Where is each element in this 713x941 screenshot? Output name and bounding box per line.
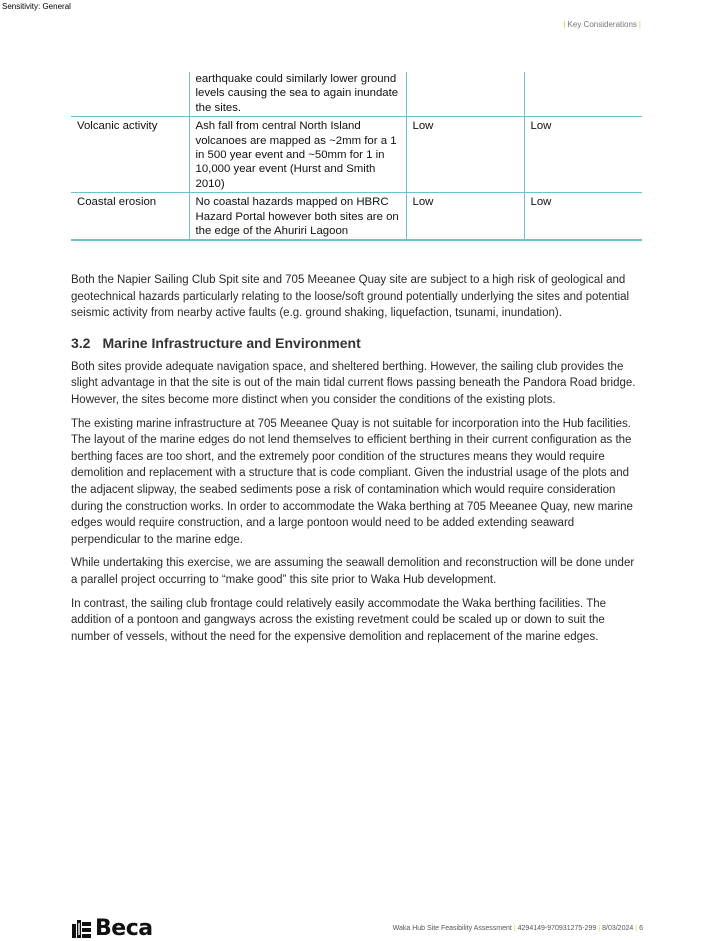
footer-page-number: 6 bbox=[639, 925, 643, 932]
footer-divider: | bbox=[635, 925, 638, 932]
header-section-title: Key Considerations bbox=[567, 20, 637, 29]
footer-divider: | bbox=[598, 925, 601, 932]
section-title: Marine Infrastructure and Environment bbox=[102, 334, 361, 351]
description-cell: No coastal hazards mapped on HBRC Hazard Portal however both sites are on the edge of the Ahuriri Lagoon bbox=[189, 193, 406, 241]
rating-cell: Low bbox=[524, 117, 642, 193]
header-divider-left: | bbox=[563, 20, 566, 29]
description-cell: Ash fall from central North Island volcanoes are mapped as ~2mm for a 1 in 500 year event and ~50mm for 1 in 10,000 year event (Hurst and Smith 2010) bbox=[189, 117, 406, 193]
footer-date: 8/03/2024 bbox=[602, 925, 634, 932]
hazard-cell: Volcanic activity bbox=[71, 117, 189, 193]
paragraph: The existing marine infrastructure at 705 Meeanee Quay is not suitable for incorporation into the Hub facilities. The layout of the marine edges do not lend themselves to efficient berthing in their current configuration as the berthing faces are too short, and the extremely poor condition of the structures means they would require demolition and replacement with a structure that is code compliant. Given the industrial usage of the plots and the adjacent slipway, the seabed sediments pose a risk of contamination which would require consideration during the construction works. In order to accommodate the Waka berthing at 705 Meeanee Quay, new marine edges would require construction, and a large pontoon would need to be added extending seaward perpendicular to the marine edge. bbox=[71, 417, 633, 546]
section-heading bbox=[71, 334, 641, 352]
beca-logo-mark-icon bbox=[72, 920, 92, 938]
hazard-cell bbox=[71, 72, 189, 117]
body-content bbox=[71, 272, 641, 652]
paragraph: While undertaking this exercise, we are assuming the seawall demolition and reconstruction will be done under a parallel project occurring to “make good” this site prior to Waka Hub development. bbox=[71, 557, 635, 586]
beca-wordmark: Beca bbox=[95, 916, 153, 941]
running-header bbox=[561, 20, 643, 29]
paragraph: Both sites provide adequate navigation space, and sheltered berthing. However, the sailing club provides the slight advantage in that the site is out of the main tidal current flows passing beneath the Pandora Road bridge. However, the sites become more distinct when you consider the conditions of the existing plots. bbox=[71, 360, 636, 406]
rating-cell bbox=[406, 72, 524, 117]
intro-paragraph: Both the Napier Sailing Club Spit site and 705 Meeanee Quay site are subject to a high risk of geological and geotechnical hazards particularly relating to the loose/soft ground potentially underlying the sites and potential seismic activity from nearby active faults (e.g. ground shaking, liquefaction, tsunami, inundation). bbox=[71, 274, 630, 320]
table-row bbox=[71, 193, 642, 241]
rating-cell bbox=[524, 72, 642, 117]
hazard-cell: Coastal erosion bbox=[71, 193, 189, 241]
header-divider-right: | bbox=[638, 20, 641, 29]
footer-doc-title: Waka Hub Site Feasibility Assessment bbox=[392, 925, 512, 932]
paragraph: In contrast, the sailing club frontage could relatively easily accommodate the Waka berthing facilities. The addition of a pontoon and gangways across the existing revetment could be scaled up or down to suit the number of vessels, without the need for the expensive demolition and replacement of the marine edges. bbox=[71, 597, 607, 643]
rating-cell: Low bbox=[406, 117, 524, 193]
page-footer bbox=[393, 925, 643, 932]
footer-divider: | bbox=[513, 925, 516, 932]
rating-cell: Low bbox=[406, 193, 524, 241]
table-row bbox=[71, 117, 642, 193]
rating-cell: Low bbox=[524, 193, 642, 241]
description-cell: earthquake could similarly lower ground levels causing the sea to again inundate the sites. bbox=[189, 72, 406, 117]
sensitivity-label: Sensitivity: General bbox=[2, 2, 71, 11]
section-number: 3.2 bbox=[71, 334, 91, 351]
footer-doc-ref: 4294149-970931275-299 bbox=[517, 925, 597, 932]
hazard-table bbox=[71, 72, 642, 241]
table-row bbox=[71, 72, 642, 117]
beca-logo bbox=[72, 918, 153, 940]
